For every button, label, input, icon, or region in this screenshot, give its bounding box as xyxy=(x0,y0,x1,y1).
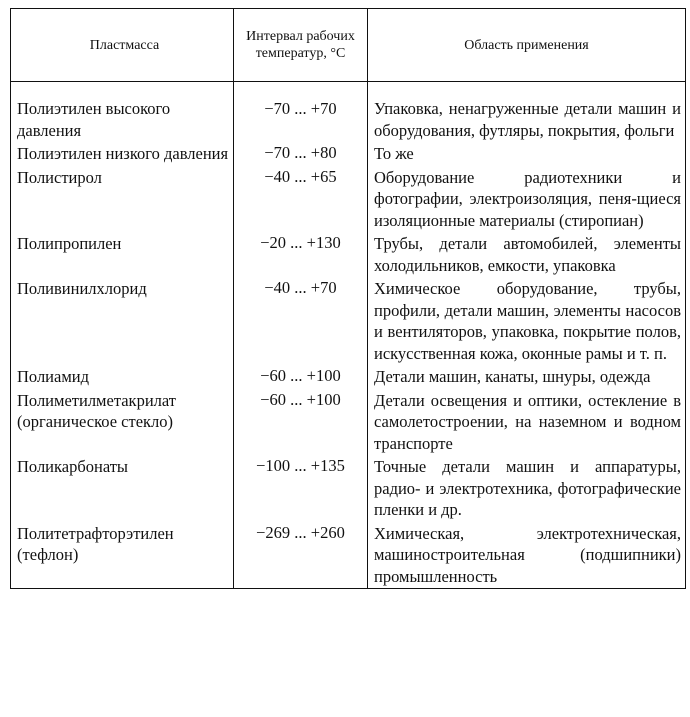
table-row xyxy=(11,455,686,522)
material-cell: Полиметилметакрилат (органическое стекло) xyxy=(11,389,234,456)
application-cell: Упаковка, ненагруженные детали машин и оборудования, футляры, покрытия, фольги xyxy=(368,82,686,143)
header-application: Область применения xyxy=(368,9,686,82)
application-cell: Трубы, детали автомобилей, элементы холодильников, емкости, упаковка xyxy=(368,232,686,277)
material-cell: Полипропилен xyxy=(11,232,234,277)
table-row xyxy=(11,522,686,589)
application-cell: То же xyxy=(368,142,686,166)
application-cell: Детали освещения и оптики, остекление в самолетостроении, на наземном и водном транспорте xyxy=(368,389,686,456)
table-row xyxy=(11,277,686,365)
temp-range-cell: −70 ... +80 xyxy=(234,142,368,166)
application-cell: Оборудование радиотехники и фотографии, электроизоляция, пеня-щиеся изоляционные материалы (стиропиан) xyxy=(368,166,686,233)
temp-range-cell: −60 ... +100 xyxy=(234,365,368,389)
temp-range-cell: −40 ... +70 xyxy=(234,277,368,365)
application-cell: Химическое оборудование, трубы, профили, детали машин, элементы насосов и вентиляторов, упаковка, покрытие полов, искусственная кожа, оконные рамы и т. п. xyxy=(368,277,686,365)
plastics-table xyxy=(10,8,686,589)
material-cell: Полиамид xyxy=(11,365,234,389)
table-row xyxy=(11,142,686,166)
table-row xyxy=(11,82,686,143)
material-cell: Полистирол xyxy=(11,166,234,233)
header-material: Пластмасса xyxy=(11,9,234,82)
clipped-caption-fragment xyxy=(0,0,690,8)
temp-range-cell: −40 ... +65 xyxy=(234,166,368,233)
material-cell: Полиэтилен высокого давления xyxy=(11,82,234,143)
table-header-row xyxy=(11,9,686,82)
header-temp-interval: Интервал рабочих температур, °С xyxy=(234,9,368,82)
table-row xyxy=(11,365,686,389)
temp-range-cell: −70 ... +70 xyxy=(234,82,368,143)
temp-range-cell: −269 ... +260 xyxy=(234,522,368,589)
table-row xyxy=(11,389,686,456)
temp-range-cell: −100 ... +135 xyxy=(234,455,368,522)
material-cell: Полиэтилен низкого давления xyxy=(11,142,234,166)
material-cell: Политетрафторэтилен (тефлон) xyxy=(11,522,234,589)
table-row xyxy=(11,232,686,277)
material-cell: Поливинилхлорид xyxy=(11,277,234,365)
material-cell: Поликарбонаты xyxy=(11,455,234,522)
application-cell: Химическая, электротехническая, машиностроительная (подшипники) промышленность xyxy=(368,522,686,589)
table-row xyxy=(11,166,686,233)
temp-range-cell: −60 ... +100 xyxy=(234,389,368,456)
application-cell: Детали машин, канаты, шнуры, одежда xyxy=(368,365,686,389)
temp-range-cell: −20 ... +130 xyxy=(234,232,368,277)
application-cell: Точные детали машин и аппаратуры, радио- и электротехника, фотографические пленки и др. xyxy=(368,455,686,522)
